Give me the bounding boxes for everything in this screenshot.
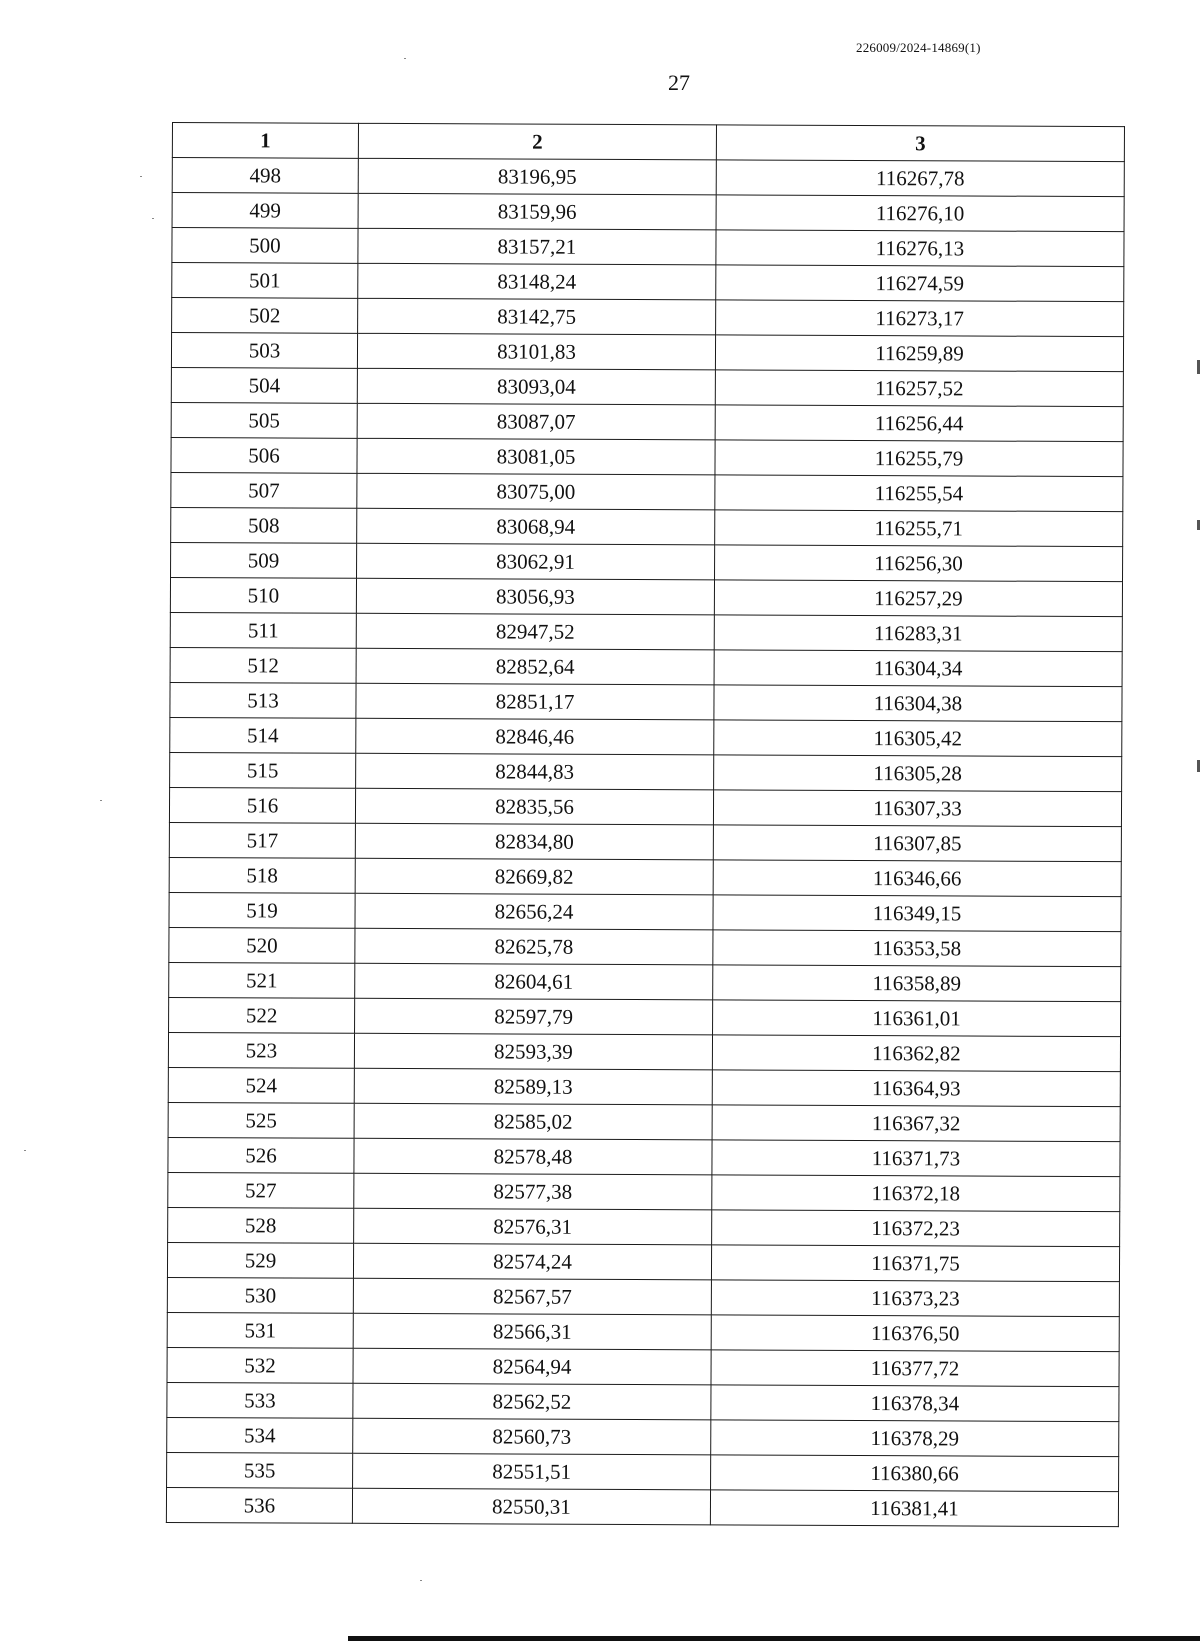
y-coordinate-cell: 116274,59 bbox=[716, 265, 1124, 302]
coordinates-table-container bbox=[166, 122, 1124, 1527]
point-number-cell: 513 bbox=[170, 682, 356, 718]
table-row bbox=[171, 367, 1123, 406]
x-coordinate-cell: 83093,04 bbox=[357, 368, 715, 405]
x-coordinate-cell: 82567,57 bbox=[353, 1278, 711, 1315]
table-row bbox=[169, 857, 1121, 896]
point-number-cell: 520 bbox=[169, 927, 355, 963]
x-coordinate-cell: 83075,00 bbox=[357, 473, 715, 510]
point-number-cell: 518 bbox=[169, 857, 355, 893]
table-row bbox=[167, 1417, 1119, 1456]
scan-speck bbox=[100, 800, 102, 801]
table-row bbox=[169, 927, 1121, 966]
table-row bbox=[170, 577, 1122, 616]
y-coordinate-cell: 116376,50 bbox=[711, 1315, 1119, 1352]
scan-speck bbox=[404, 58, 406, 59]
column-header-2: 2 bbox=[358, 123, 716, 160]
table-row bbox=[172, 158, 1124, 197]
y-coordinate-cell: 116304,34 bbox=[714, 650, 1122, 687]
x-coordinate-cell: 82834,80 bbox=[355, 823, 713, 860]
x-coordinate-cell: 82593,39 bbox=[354, 1033, 712, 1070]
x-coordinate-cell: 83081,05 bbox=[357, 438, 715, 475]
scan-speck bbox=[420, 1580, 422, 1581]
x-coordinate-cell: 82585,02 bbox=[354, 1103, 712, 1140]
point-number-cell: 517 bbox=[169, 822, 355, 858]
table-row bbox=[171, 472, 1123, 511]
y-coordinate-cell: 116307,33 bbox=[713, 790, 1121, 827]
point-number-cell: 529 bbox=[167, 1242, 353, 1278]
scan-speck bbox=[140, 176, 142, 177]
table-row bbox=[167, 1347, 1119, 1386]
y-coordinate-cell: 116305,28 bbox=[714, 755, 1122, 792]
table-header-row bbox=[172, 123, 1124, 162]
x-coordinate-cell: 82625,78 bbox=[355, 928, 713, 965]
table-row bbox=[169, 892, 1121, 931]
point-number-cell: 515 bbox=[170, 752, 356, 788]
x-coordinate-cell: 83142,75 bbox=[358, 298, 716, 335]
point-number-cell: 524 bbox=[168, 1067, 354, 1103]
x-coordinate-cell: 82851,17 bbox=[356, 683, 714, 720]
y-coordinate-cell: 116267,78 bbox=[716, 160, 1124, 197]
table-row bbox=[167, 1242, 1119, 1281]
point-number-cell: 528 bbox=[168, 1207, 354, 1243]
point-number-cell: 531 bbox=[167, 1312, 353, 1348]
y-coordinate-cell: 116373,23 bbox=[711, 1280, 1119, 1317]
x-coordinate-cell: 83087,07 bbox=[357, 403, 715, 440]
point-number-cell: 536 bbox=[166, 1487, 352, 1523]
table-row bbox=[170, 752, 1122, 791]
table-row bbox=[172, 263, 1124, 302]
column-header-1: 1 bbox=[172, 123, 358, 159]
table-row bbox=[171, 333, 1123, 372]
table-row bbox=[168, 1032, 1120, 1071]
point-number-cell: 501 bbox=[172, 263, 358, 299]
point-number-cell: 522 bbox=[169, 997, 355, 1033]
point-number-cell: 530 bbox=[167, 1277, 353, 1313]
table-row bbox=[168, 1137, 1120, 1176]
table-row bbox=[168, 1102, 1120, 1141]
table-row bbox=[170, 647, 1122, 686]
x-coordinate-cell: 82589,13 bbox=[354, 1068, 712, 1105]
x-coordinate-cell: 83056,93 bbox=[356, 578, 714, 615]
y-coordinate-cell: 116346,66 bbox=[713, 860, 1121, 897]
y-coordinate-cell: 116377,72 bbox=[711, 1350, 1119, 1387]
point-number-cell: 535 bbox=[167, 1452, 353, 1488]
y-coordinate-cell: 116256,30 bbox=[715, 545, 1123, 582]
table-row bbox=[170, 612, 1122, 651]
table-row bbox=[167, 1277, 1119, 1316]
y-coordinate-cell: 116257,52 bbox=[715, 370, 1123, 407]
point-number-cell: 510 bbox=[170, 577, 356, 613]
x-coordinate-cell: 83062,91 bbox=[357, 543, 715, 580]
y-coordinate-cell: 116361,01 bbox=[713, 1000, 1121, 1037]
y-coordinate-cell: 116256,44 bbox=[715, 405, 1123, 442]
coordinates-table bbox=[166, 122, 1125, 1527]
y-coordinate-cell: 116259,89 bbox=[715, 335, 1123, 372]
x-coordinate-cell: 82566,31 bbox=[353, 1313, 711, 1350]
point-number-cell: 507 bbox=[171, 472, 357, 508]
table-row bbox=[169, 787, 1121, 826]
y-coordinate-cell: 116372,23 bbox=[712, 1210, 1120, 1247]
table-row bbox=[168, 1207, 1120, 1246]
point-number-cell: 521 bbox=[169, 962, 355, 998]
point-number-cell: 532 bbox=[167, 1347, 353, 1383]
y-coordinate-cell: 116255,79 bbox=[715, 440, 1123, 477]
point-number-cell: 509 bbox=[171, 542, 357, 578]
y-coordinate-cell: 116255,54 bbox=[715, 475, 1123, 512]
scan-speck bbox=[24, 1150, 26, 1151]
table-row bbox=[171, 542, 1123, 581]
point-number-cell: 533 bbox=[167, 1382, 353, 1418]
y-coordinate-cell: 116378,34 bbox=[711, 1385, 1119, 1422]
page-number: 27 bbox=[668, 70, 690, 95]
y-coordinate-cell: 116371,73 bbox=[712, 1140, 1120, 1177]
y-coordinate-cell: 116276,10 bbox=[716, 195, 1124, 232]
y-coordinate-cell: 116273,17 bbox=[716, 300, 1124, 337]
y-coordinate-cell: 116305,42 bbox=[714, 720, 1122, 757]
point-number-cell: 516 bbox=[169, 787, 355, 823]
scan-speck bbox=[152, 218, 154, 219]
x-coordinate-cell: 83101,83 bbox=[357, 333, 715, 370]
x-coordinate-cell: 83157,21 bbox=[358, 228, 716, 265]
point-number-cell: 512 bbox=[170, 647, 356, 683]
x-coordinate-cell: 82560,73 bbox=[353, 1418, 711, 1455]
x-coordinate-cell: 82577,38 bbox=[354, 1173, 712, 1210]
y-coordinate-cell: 116257,29 bbox=[714, 580, 1122, 617]
x-coordinate-cell: 82844,83 bbox=[356, 753, 714, 790]
y-coordinate-cell: 116307,85 bbox=[713, 825, 1121, 862]
x-coordinate-cell: 82846,46 bbox=[356, 718, 714, 755]
point-number-cell: 523 bbox=[168, 1032, 354, 1068]
y-coordinate-cell: 116364,93 bbox=[712, 1070, 1120, 1107]
point-number-cell: 511 bbox=[170, 612, 356, 648]
y-coordinate-cell: 116378,29 bbox=[711, 1420, 1119, 1457]
table-row bbox=[168, 1067, 1120, 1106]
point-number-cell: 506 bbox=[171, 437, 357, 473]
x-coordinate-cell: 82550,31 bbox=[352, 1488, 710, 1525]
point-number-cell: 527 bbox=[168, 1172, 354, 1208]
point-number-cell: 505 bbox=[171, 402, 357, 438]
x-coordinate-cell: 82597,79 bbox=[355, 998, 713, 1035]
point-number-cell: 500 bbox=[172, 228, 358, 264]
y-coordinate-cell: 116367,32 bbox=[712, 1105, 1120, 1142]
x-coordinate-cell: 82574,24 bbox=[353, 1243, 711, 1280]
point-number-cell: 502 bbox=[172, 298, 358, 334]
table-row bbox=[168, 1172, 1120, 1211]
x-coordinate-cell: 82576,31 bbox=[354, 1208, 712, 1245]
y-coordinate-cell: 116371,75 bbox=[711, 1245, 1119, 1282]
x-coordinate-cell: 82562,52 bbox=[353, 1383, 711, 1420]
y-coordinate-cell: 116372,18 bbox=[712, 1175, 1120, 1212]
point-number-cell: 526 bbox=[168, 1137, 354, 1173]
point-number-cell: 503 bbox=[171, 333, 357, 369]
table-row bbox=[167, 1452, 1119, 1491]
y-coordinate-cell: 116380,66 bbox=[711, 1455, 1119, 1492]
table-row bbox=[171, 437, 1123, 476]
point-number-cell: 498 bbox=[172, 158, 358, 194]
table-row bbox=[169, 822, 1121, 861]
table-row bbox=[170, 717, 1122, 756]
table-row bbox=[169, 962, 1121, 1001]
table-row bbox=[169, 997, 1121, 1036]
x-coordinate-cell: 83148,24 bbox=[358, 263, 716, 300]
y-coordinate-cell: 116276,13 bbox=[716, 230, 1124, 267]
point-number-cell: 508 bbox=[171, 507, 357, 543]
x-coordinate-cell: 83196,95 bbox=[358, 158, 716, 195]
table-row bbox=[167, 1382, 1119, 1421]
point-number-cell: 499 bbox=[172, 193, 358, 229]
column-header-3: 3 bbox=[716, 125, 1124, 162]
point-number-cell: 504 bbox=[171, 367, 357, 403]
table-row bbox=[170, 682, 1122, 721]
x-coordinate-cell: 82656,24 bbox=[355, 893, 713, 930]
table-row bbox=[171, 507, 1123, 546]
x-coordinate-cell: 83068,94 bbox=[357, 508, 715, 545]
x-coordinate-cell: 82604,61 bbox=[355, 963, 713, 1000]
y-coordinate-cell: 116255,71 bbox=[715, 510, 1123, 547]
table-row bbox=[172, 228, 1124, 267]
y-coordinate-cell: 116358,89 bbox=[713, 965, 1121, 1002]
x-coordinate-cell: 82669,82 bbox=[355, 858, 713, 895]
y-coordinate-cell: 116283,31 bbox=[714, 615, 1122, 652]
table-header bbox=[172, 123, 1124, 162]
point-number-cell: 534 bbox=[167, 1417, 353, 1453]
x-coordinate-cell: 82852,64 bbox=[356, 648, 714, 685]
y-coordinate-cell: 116353,58 bbox=[713, 930, 1121, 967]
table-row bbox=[166, 1487, 1118, 1526]
x-coordinate-cell: 82578,48 bbox=[354, 1138, 712, 1175]
y-coordinate-cell: 116304,38 bbox=[714, 685, 1122, 722]
table-body bbox=[166, 158, 1124, 1527]
document-id: 226009/2024-14869(1) bbox=[856, 40, 981, 55]
x-coordinate-cell: 82551,51 bbox=[353, 1453, 711, 1490]
table-row bbox=[171, 402, 1123, 441]
scan-bottom-border bbox=[348, 1636, 1200, 1641]
y-coordinate-cell: 116381,41 bbox=[710, 1490, 1118, 1527]
y-coordinate-cell: 116349,15 bbox=[713, 895, 1121, 932]
point-number-cell: 519 bbox=[169, 892, 355, 928]
x-coordinate-cell: 82835,56 bbox=[355, 788, 713, 825]
table-row bbox=[167, 1312, 1119, 1351]
point-number-cell: 525 bbox=[168, 1102, 354, 1138]
point-number-cell: 514 bbox=[170, 717, 356, 753]
table-row bbox=[172, 298, 1124, 337]
table-row bbox=[172, 193, 1124, 232]
x-coordinate-cell: 83159,96 bbox=[358, 193, 716, 230]
x-coordinate-cell: 82947,52 bbox=[356, 613, 714, 650]
y-coordinate-cell: 116362,82 bbox=[712, 1035, 1120, 1072]
x-coordinate-cell: 82564,94 bbox=[353, 1348, 711, 1385]
